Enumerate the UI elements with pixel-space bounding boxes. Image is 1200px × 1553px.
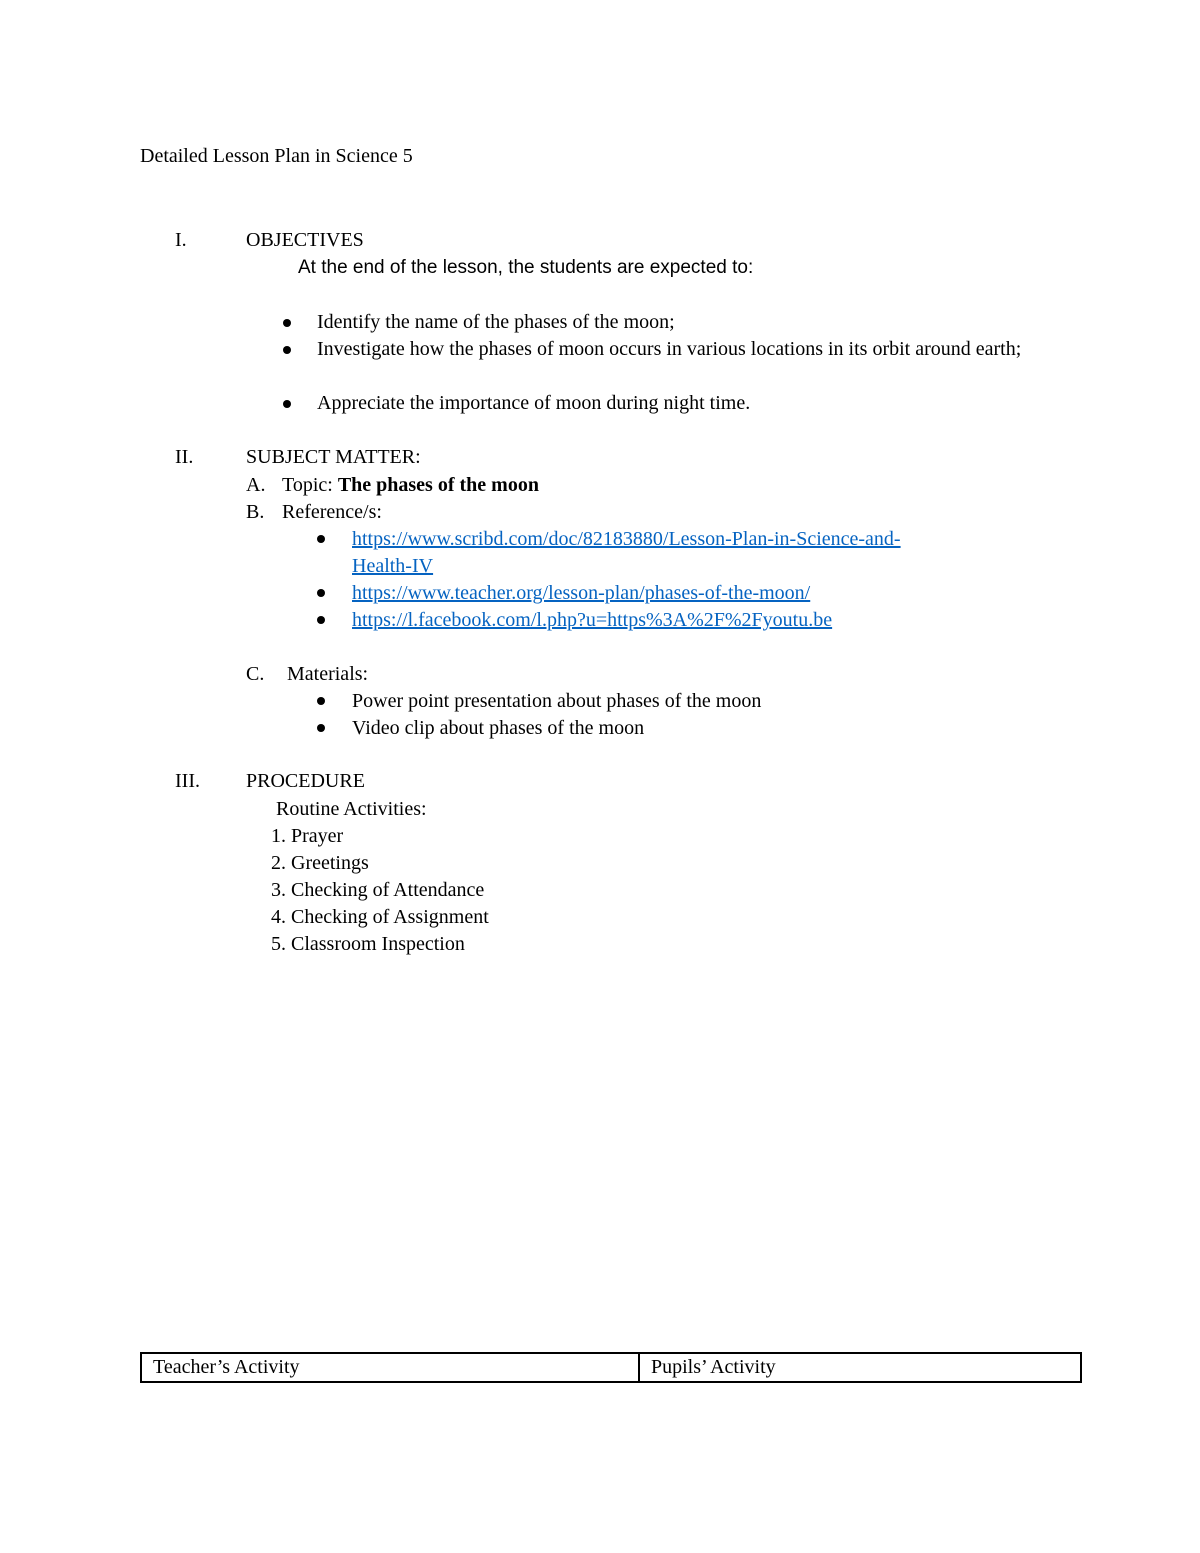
reference-link-1-line1[interactable]: https://www.scribd.com/doc/82183880/Lesson-Plan-in-Science-and-	[352, 528, 901, 550]
section-1-numeral: I.	[175, 229, 187, 251]
references-letter: B.	[246, 501, 265, 523]
objective-item: Investigate how the phases of moon occurs in various locations in its orbit around earth;	[317, 338, 1022, 360]
section-3-numeral: III.	[175, 770, 200, 792]
pupils-activity-header: Pupils’ Activity	[639, 1353, 1081, 1382]
routine-subheading: Routine Activities:	[276, 798, 427, 820]
bullet-icon	[317, 535, 325, 543]
routine-item: 3. Checking of Attendance	[271, 879, 485, 901]
section-1-heading: OBJECTIVES	[246, 229, 364, 251]
bullet-icon	[283, 346, 291, 354]
table-row	[141, 1353, 1081, 1382]
teacher-activity-header: Teacher’s Activity	[141, 1353, 639, 1382]
routine-item: 1. Prayer	[271, 825, 344, 847]
objective-item: Identify the name of the phases of the moon;	[317, 311, 675, 333]
section-3-heading: PROCEDURE	[246, 770, 365, 792]
bullet-icon	[317, 616, 325, 624]
objective-item: Appreciate the importance of moon during night time.	[317, 392, 751, 414]
topic-letter: A.	[246, 474, 266, 496]
materials-label: Materials:	[287, 663, 369, 685]
activity-table	[140, 1352, 1082, 1383]
topic-label: Topic:	[282, 474, 338, 496]
routine-item: 5. Classroom Inspection	[271, 933, 465, 955]
routine-item: 2. Greetings	[271, 852, 369, 874]
topic-line	[282, 472, 539, 499]
reference-link-3[interactable]: https://l.facebook.com/l.php?u=https%3A%2F%2Fyoutu.be	[352, 609, 833, 631]
bullet-icon	[317, 697, 325, 705]
materials-item: Power point presentation about phases of the moon	[352, 690, 762, 712]
objectives-intro: At the end of the lesson, the students are expected to:	[298, 257, 754, 278]
reference-link-1-line2[interactable]: Health-IV	[352, 555, 434, 577]
materials-item: Video clip about phases of the moon	[352, 717, 645, 739]
reference-link-2[interactable]: https://www.teacher.org/lesson-plan/phases-of-the-moon/	[352, 582, 811, 604]
routine-item: 4. Checking of Assignment	[271, 906, 489, 928]
section-2-numeral: II.	[175, 446, 194, 468]
bullet-icon	[317, 589, 325, 597]
bullet-icon	[283, 319, 291, 327]
bullet-icon	[317, 724, 325, 732]
reference-link-1[interactable]	[352, 526, 901, 580]
references-label: Reference/s:	[282, 501, 382, 523]
bullet-icon	[283, 400, 291, 408]
section-2-heading: SUBJECT MATTER:	[246, 446, 421, 468]
page-title: Detailed Lesson Plan in Science 5	[140, 145, 413, 167]
topic-value: The phases of the moon	[337, 474, 539, 496]
materials-letter: C.	[246, 663, 265, 685]
